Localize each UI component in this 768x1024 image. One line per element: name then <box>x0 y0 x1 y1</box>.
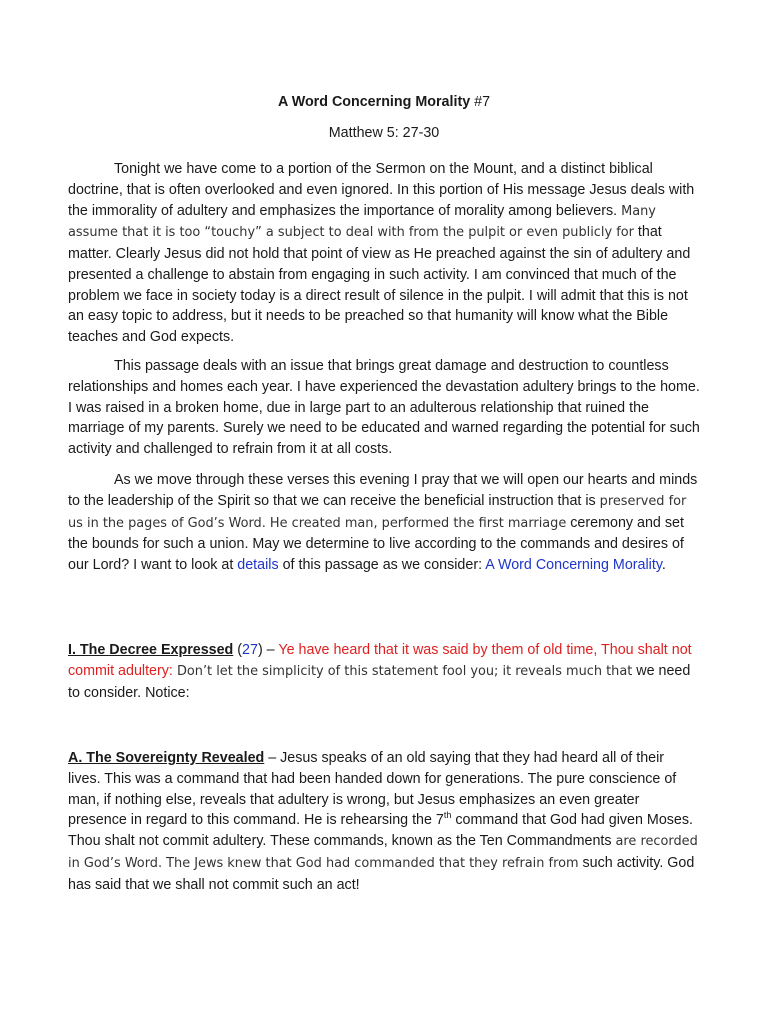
scripture-quote: Ye have heard that it was said by them of old time, Thou shalt not commit adultery: <box>68 642 692 679</box>
page-title <box>68 93 700 111</box>
p3-text-b: preserved for us in the pages of God’s Word. He created man, performed the first marriage <box>68 493 687 531</box>
details-link[interactable]: details <box>237 557 279 573</box>
section1-alt-text: Don’t let the simplicity of this statement fool you; it reveals much that <box>172 663 633 679</box>
p3-text-e: . <box>661 557 666 573</box>
p1-text-a: Tonight we have come to a portion of the Sermon on the Mount, and a distinct biblical doctrine, that is often overlooked and even ignored. In this portion of His message Jesus deals with the immorality of adultery and emphasizes the importance of morality among believers. <box>68 161 695 219</box>
section-heading-decree: I. The Decree Expressed <box>68 642 234 658</box>
p3-text-c: ceremony and set the bounds for such a union. May we determine to live according to the commands and desires of our Lord? I want to look at <box>68 514 684 573</box>
paragraph-passage: This passage deals with an issue that brings great damage and destruction to countless relationships and homes each year. I have experienced the devastation adultery brings to the home. I was raised in a broken home, due in large part to an adulterous relationship that ruined the marriage of my parents. Surely we need to be educated and warned regarding the potential for such activity and challenged to refrain from it at all costs. <box>68 358 700 457</box>
p3-text-a: As we move through these verses this evening I pray that we will open our hearts and minds to the leadership of the Spirit so that we can receive the beneficial instruction that is <box>68 472 698 509</box>
sectionA-text-c: such activity. God has said that we shall not commit such an act! <box>68 854 695 893</box>
paragraph-intro <box>68 159 700 348</box>
sectionA-text-a: – Jesus speaks of an old saying that they had heard all of their lives. This was a command that had been handed down for generations. The pure conscience of man, if nothing else, reveals that adultery is wrong, but Jesus emphasizes an even greater presence in regard to this command. He is rehearsing the 7 <box>68 750 677 829</box>
section1-rest: we need to consider. Notice: <box>68 662 691 701</box>
title-bold: A Word Concerning Morality <box>277 94 471 110</box>
verse-link[interactable]: 27 <box>242 642 258 658</box>
ordinal-suffix: th <box>443 810 452 821</box>
p1-text-b: Many assume that it is too “touchy” a subject to deal with from the pulpit or even publicly for <box>68 203 656 241</box>
section-heading-sovereignty: A. The Sovereignty Revealed <box>68 750 265 766</box>
title-number: #7 <box>470 94 491 110</box>
verse-close: ) – <box>257 642 279 658</box>
p3-text-d: of this passage as we consider: <box>278 557 486 573</box>
scripture-reference: Matthew 5: 27-30 <box>328 125 440 141</box>
sectionA-alt-text: are recorded in God’s Word. The Jews knew that God had commanded that they refrain from <box>68 834 698 871</box>
p1-text-c: that matter. Clearly Jesus did not hold that point of view as He preached against the sin of adultery and presented a challenge to abstain from engaging in such activity. I am convinced that much of the problem we face in society today is a direct result of silence in the pulpit. I will admit that this is not an easy topic to address, but it needs to be preached so that humanity will know what the Bible teaches and God expects. <box>68 224 691 345</box>
sectionA-text-b: command that God had given Moses. Thou shalt not commit adultery. These commands, known as the Ten Commandments <box>68 812 693 849</box>
section-decree <box>68 640 700 703</box>
paragraph-prayer <box>68 470 700 576</box>
section-sovereignty <box>68 748 700 895</box>
title-link[interactable]: A Word Concerning Morality <box>485 557 662 573</box>
verse-open: ( <box>233 642 243 658</box>
